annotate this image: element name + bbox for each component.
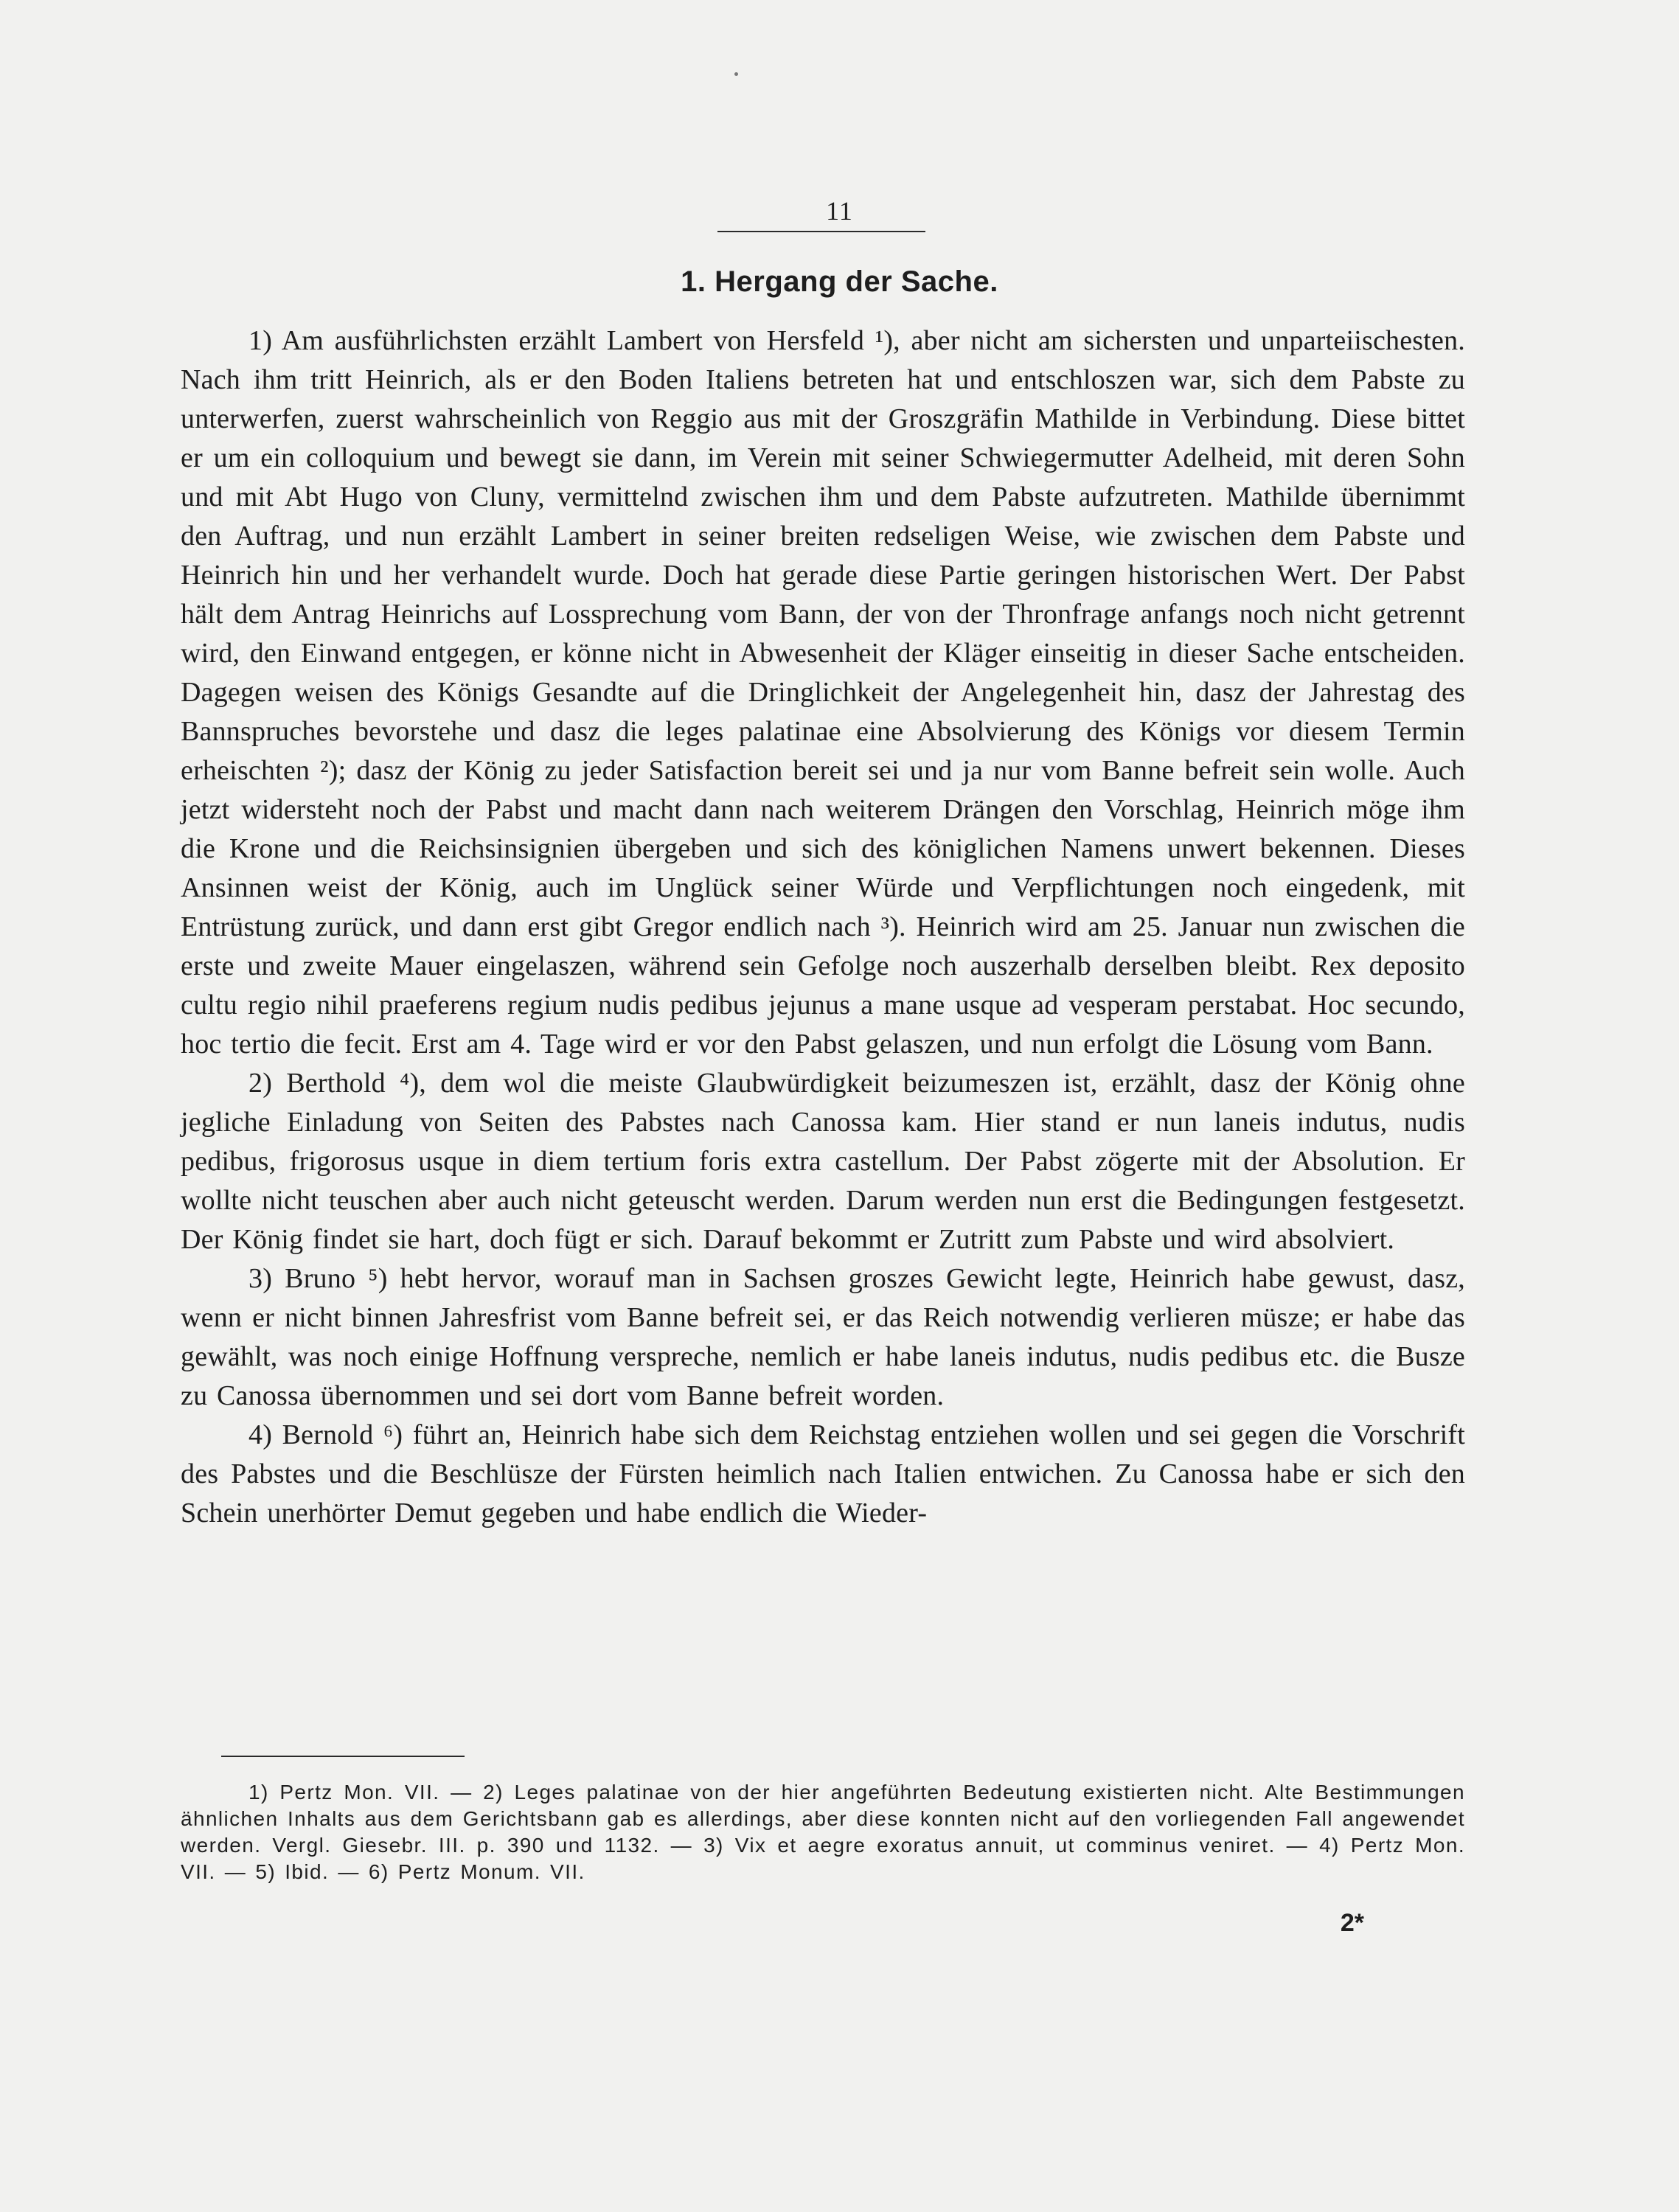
paragraph-bruno: 3) Bruno ⁵) hebt hervor, worauf man in Sachsen groszes Gewicht legte, Heinrich habe gewust, dasz, wenn er nicht binnen Jahresfrist vom Banne befreit sei, er das Reich notwendig verlieren müsze; er habe das gewählt, was noch einige Hoffnung verspreche, nemlich er habe laneis indutus, nudis pedibus etc. die Busze zu Canossa übernommen und sei dort vom Banne befreit worden. <box>181 1263 1465 1411</box>
signature-mark: 2* <box>1340 1909 1364 1937</box>
paragraph-berthold: 2) Berthold ⁴), dem wol die meiste Glaubwürdigkeit beizumeszen ist, erzählt, dasz der König ohne jegliche Einladung von Seiten des Pabstes nach Canossa kam. Hier stand er nun laneis indutus, nudis pedibus, frigorosus usque in diem tertium foris extra castellum. Der Pabst zögerte mit der Absolution. Er wollte nicht teuschen aber auch nicht geteuscht werden. Darum werden nun erst die Bedingungen festgesetzt. Der König findet sie hart, doch fügt er sich. Darauf bekommt er Zutritt zum Pabste und wird absolviert. <box>181 1068 1465 1255</box>
section-title: 1. Hergang der Sache. <box>681 265 998 298</box>
print-speck <box>734 72 738 76</box>
footnotes: 1) Pertz Mon. VII. — 2) Leges palatinae von der hier angeführten Bedeutung existierten nicht. Alte Bestimmungen ähnlichen Inhalts aus dem Gerichtsbann gab es allerdings, aber diese konnten nicht auf den vorliegenden Fall angewendet werden. Vergl. Giesebr. III. p. 390 und 1132. — 3) Vix et aegre exoratus annuit, ut comminus veniret. — 4) Pertz Mon. VII. — 5) Ibid. — 6) Pertz Monum. VII. <box>181 1781 1465 1883</box>
header-rule <box>717 231 925 232</box>
paragraph-lambert: 1) Am ausführlichsten erzählt Lambert von Hersfeld ¹), aber nicht am sichersten und unparteiischesten. Nach ihm tritt Heinrich, als er den Boden Italiens betreten hat und entschloszen war, sich dem Pabste zu unterwerfen, zuerst wahrscheinlich von Reggio aus mit der Groszgräfin Mathilde in Verbindung. Diese bittet er um ein colloquium und bewegt sie dann, im Verein mit seiner Schwiegermutter Adelheid, mit deren Sohn und mit Abt Hugo von Cluny, vermittelnd zwischen ihm und dem Pabste aufzutreten. Mathilde übernimmt den Auftrag, und nun erzählt Lambert in seiner breiten redseligen Weise, wie zwischen dem Pabste und Heinrich hin und her verhandelt wurde. Doch hat gerade diese Partie geringen historischen Wert. Der Pabst hält dem Antrag Heinrichs auf Lossprechung vom Bann, der von der Thronfrage anfangs noch nicht getrennt wird, den Einwand entgegen, er könne nicht in Abwesenheit der Kläger einseitig in dieser Sache entscheiden. Dagegen weisen des Königs Gesandte auf die Dringlichkeit der Angelegenheit hin, dasz der Jahrestag des Bannspruches bevorstehe und dasz die leges palatinae eine Absolvierung des Königs vor diesem Termin erheischten ²); dasz der König zu jeder Satisfaction bereit sei und ja nur vom Banne befreit sein wolle. Auch jetzt widersteht noch der Pabst und macht dann nach weiterem Drängen den Vorschlag, Heinrich möge ihm die Krone und die Reichsinsignien übergeben und sich des königlichen Namens unwert bekennen. Dieses Ansinnen weist der König, auch im Unglück seiner Würde und Verpflichtungen noch eingedenk, mit Entrüstung zurück, und dann erst gibt Gregor endlich nach ³). Heinrich wird am 25. Januar nun zwischen die erste und zweite Mauer eingelaszen, während sein Gefolge noch auszerhalb derselben bleibt. Rex deposito cultu regio nihil praeferens regium nudis pedibus jejunus a mane usque ad vesperam perstabat. Hoc secundo, hoc tertio die fecit. Erst am 4. Tage wird er vor den Pabst gelaszen, und nun erfolgt die Lösung vom Bann. <box>181 325 1465 1060</box>
page-number: 11 <box>826 196 853 226</box>
paragraph-bernold: 4) Bernold ⁶) führt an, Heinrich habe sich dem Reichstag entziehen wollen und sei gegen die Vorschrift des Pabstes und die Beschlüsze der Fürsten heimlich nach Italien entwichen. Zu Canossa habe er sich den Schein unerhörter Demut gegeben und habe endlich die Wieder- <box>181 1419 1465 1528</box>
body-text <box>181 321 1465 1533</box>
footnote-rule <box>221 1756 465 1757</box>
